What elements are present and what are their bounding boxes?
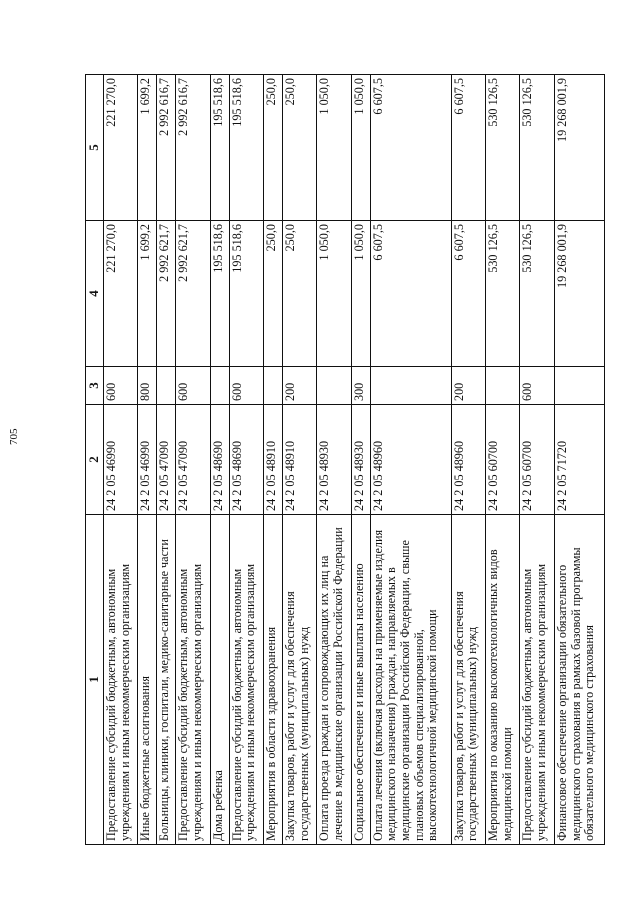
row-code: 24 2 05 47090 <box>176 405 210 515</box>
row-col4: 195 518,6 <box>210 221 229 367</box>
row-code: 24 2 05 48930 <box>351 405 370 515</box>
row-col4: 1 050,0 <box>351 221 370 367</box>
header-col-5: 5 <box>86 75 104 221</box>
rotated-table-container <box>85 75 605 845</box>
row-code: 24 2 05 48910 <box>263 405 282 515</box>
budget-table <box>85 74 605 845</box>
row-code: 24 2 05 48690 <box>229 405 263 515</box>
header-col-3: 3 <box>86 367 104 405</box>
table-row <box>486 75 520 845</box>
row-code: 24 2 05 48960 <box>370 405 451 515</box>
row-col5: 1 699,2 <box>138 75 157 221</box>
row-name: Предоставление субсидий бюджетным, автономным учреждениям и иным некоммерческим организациям <box>176 515 210 845</box>
row-col4: 1 050,0 <box>317 221 351 367</box>
table-row <box>176 75 210 845</box>
row-col5: 195 518,6 <box>210 75 229 221</box>
row-name: Дома ребенка <box>210 515 229 845</box>
table-row <box>554 75 604 845</box>
table-header-row <box>86 75 104 845</box>
row-col4: 6 607,5 <box>370 221 451 367</box>
table-row <box>210 75 229 845</box>
row-code: 24 2 05 48930 <box>317 405 351 515</box>
table-row <box>451 75 485 845</box>
row-code: 24 2 05 48690 <box>210 405 229 515</box>
table-row <box>282 75 316 845</box>
row-name: Оплата лечения (включая расходы на применяемые изделия медицинского назначения) граждан, направляемых в медицинские организации Российской Федерации, свыше плановых объемов специализированной, высокотехнологичной медицинской помощи <box>370 515 451 845</box>
row-col5: 1 050,0 <box>317 75 351 221</box>
row-col5: 530 126,5 <box>520 75 554 221</box>
row-col4: 250,0 <box>263 221 282 367</box>
row-col5: 2 992 616,7 <box>176 75 210 221</box>
row-name: Социальное обеспечение и иные выплаты населению <box>351 515 370 845</box>
table-row <box>317 75 351 845</box>
row-vr: 200 <box>451 367 485 405</box>
row-name: Предоставление субсидий бюджетным, автономным учреждениям и иным некоммерческим организациям <box>104 515 138 845</box>
table-row <box>104 75 138 845</box>
table-row <box>263 75 282 845</box>
row-code: 24 2 05 60700 <box>520 405 554 515</box>
row-col5: 530 126,5 <box>486 75 520 221</box>
row-vr: 200 <box>282 367 316 405</box>
row-name: Финансовое обеспечение организации обязательного медицинского страхования в рамках базовой программы обязательного медицинского страхования <box>554 515 604 845</box>
row-col5: 195 518,6 <box>229 75 263 221</box>
row-vr: 300 <box>351 367 370 405</box>
row-vr <box>554 367 604 405</box>
row-code: 24 2 05 46990 <box>104 405 138 515</box>
row-col4: 2 992 621,7 <box>157 221 176 367</box>
row-code: 24 2 05 48960 <box>451 405 485 515</box>
row-code: 24 2 05 46990 <box>138 405 157 515</box>
row-col5: 19 268 001,9 <box>554 75 604 221</box>
row-name: Иные бюджетные ассигнования <box>138 515 157 845</box>
row-name: Предоставление субсидий бюджетным, автономным учреждениям и иным некоммерческим организациям <box>229 515 263 845</box>
row-vr <box>370 367 451 405</box>
row-vr <box>210 367 229 405</box>
row-col4: 19 268 001,9 <box>554 221 604 367</box>
header-col-1: 1 <box>86 515 104 845</box>
row-col5: 250,0 <box>282 75 316 221</box>
row-vr <box>486 367 520 405</box>
row-name: Больницы, клиники, госпитали, медико-санитарные части <box>157 515 176 845</box>
table-row <box>351 75 370 845</box>
row-col4: 1 699,2 <box>138 221 157 367</box>
page-number: 705 <box>8 428 20 445</box>
row-code: 24 2 05 48910 <box>282 405 316 515</box>
row-col4: 530 126,5 <box>486 221 520 367</box>
row-col5: 221 270,0 <box>104 75 138 221</box>
row-code: 24 2 05 71720 <box>554 405 604 515</box>
table-row <box>370 75 451 845</box>
row-col4: 195 518,6 <box>229 221 263 367</box>
header-col-2: 2 <box>86 405 104 515</box>
table-row <box>520 75 554 845</box>
row-col4: 530 126,5 <box>520 221 554 367</box>
row-col5: 250,0 <box>263 75 282 221</box>
row-vr <box>317 367 351 405</box>
row-col4: 221 270,0 <box>104 221 138 367</box>
row-vr: 600 <box>229 367 263 405</box>
row-name: Закупка товаров, работ и услуг для обеспечения государственных (муниципальных) нужд <box>451 515 485 845</box>
table-row <box>229 75 263 845</box>
row-vr: 600 <box>104 367 138 405</box>
row-col4: 6 607,5 <box>451 221 485 367</box>
row-code: 24 2 05 60700 <box>486 405 520 515</box>
row-vr: 600 <box>176 367 210 405</box>
header-col-4: 4 <box>86 221 104 367</box>
row-col4: 250,0 <box>282 221 316 367</box>
table-row <box>138 75 157 845</box>
row-col5: 6 607,5 <box>370 75 451 221</box>
row-name: Закупка товаров, работ и услуг для обеспечения государственных (муниципальных) нужд <box>282 515 316 845</box>
row-col5: 1 050,0 <box>351 75 370 221</box>
row-name: Мероприятия по оказанию высокотехнологичных видов медицинской помощи <box>486 515 520 845</box>
table-row <box>157 75 176 845</box>
row-col5: 2 992 616,7 <box>157 75 176 221</box>
row-vr <box>157 367 176 405</box>
row-name: Оплата проезда граждан и сопровождающих их лиц на лечение в медицинские организации Российской Федерации <box>317 515 351 845</box>
row-name: Мероприятия в области здравоохранения <box>263 515 282 845</box>
row-vr <box>263 367 282 405</box>
row-col5: 6 607,5 <box>451 75 485 221</box>
row-code: 24 2 05 47090 <box>157 405 176 515</box>
row-col4: 2 992 621,7 <box>176 221 210 367</box>
row-name: Предоставление субсидий бюджетным, автономным учреждениям и иным некоммерческим организациям <box>520 515 554 845</box>
row-vr: 600 <box>520 367 554 405</box>
row-vr: 800 <box>138 367 157 405</box>
